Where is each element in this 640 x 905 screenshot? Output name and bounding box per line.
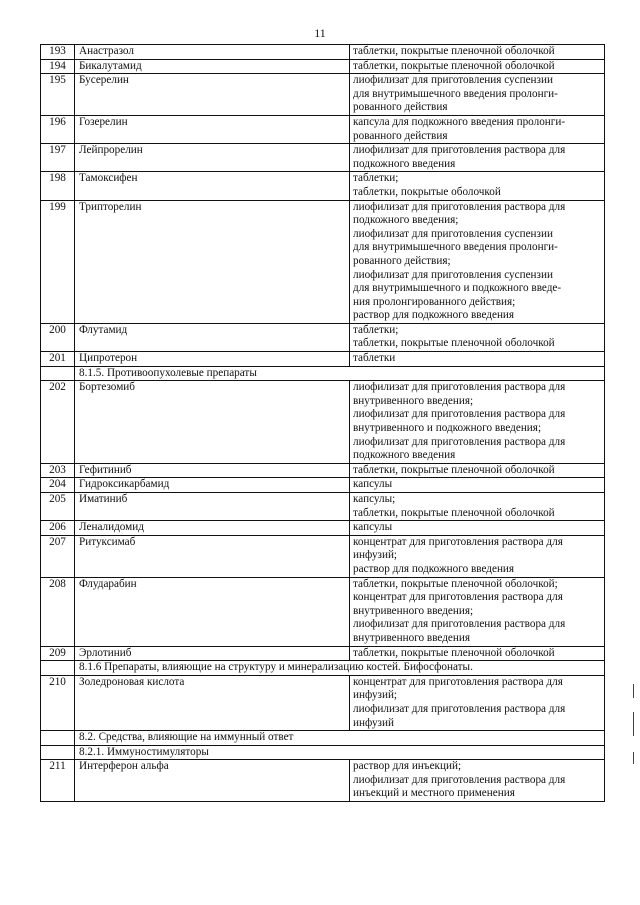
dosage-form-line: подкожного введения <box>353 157 456 170</box>
section-row <box>41 745 605 760</box>
dosage-form-line: внутривенного введения <box>353 631 471 644</box>
table-row <box>41 352 605 367</box>
section-heading: 8.2. Средства, влияющие на иммунный ответ <box>75 731 605 746</box>
dosage-form-line: инфузий; <box>353 689 398 702</box>
row-number: 203 <box>41 463 75 478</box>
row-number: 197 <box>41 144 75 172</box>
drug-name: Гефитиниб <box>75 463 350 478</box>
table-row <box>41 478 605 493</box>
dosage-form-line: инфузий <box>353 716 394 729</box>
dosage-form-line: лиофилизат для приготовления суспензии <box>353 268 553 281</box>
dosage-form <box>350 381 605 464</box>
dosage-form-line: внутривенного введения; <box>353 604 474 617</box>
dosage-form-line: лиофилизат для приготовления суспензии <box>353 74 553 87</box>
dosage-form-line: концентрат для приготовления раствора для <box>353 535 563 548</box>
table-row <box>41 59 605 74</box>
drug-table-body <box>41 45 605 802</box>
dosage-form <box>350 59 605 74</box>
drug-name: Бусерелин <box>75 74 350 116</box>
table-row <box>41 463 605 478</box>
section-number-cell <box>41 731 75 746</box>
drug-name: Интерферон альфа <box>75 760 350 802</box>
dosage-form-line: внутривенного и подкожного введения; <box>353 422 542 435</box>
row-number: 202 <box>41 381 75 464</box>
dosage-form-line: лиофилизат для приготовления раствора для <box>353 773 566 786</box>
dosage-form-line: для внутримышечного введения пролонги- <box>353 87 558 100</box>
dosage-form-line: для внутримышечного и подкожного введе- <box>353 282 562 295</box>
scan-edge-mark <box>633 712 634 736</box>
row-number: 201 <box>41 352 75 367</box>
table-row <box>41 646 605 661</box>
dosage-form-line: лиофилизат для приготовления раствора для <box>353 144 566 157</box>
drug-name: Лейпрорелин <box>75 144 350 172</box>
dosage-form <box>350 521 605 536</box>
dosage-form <box>350 493 605 521</box>
dosage-form <box>350 535 605 577</box>
dosage-form-line: таблетки <box>353 352 396 365</box>
dosage-form-line: подкожного введения <box>353 449 456 462</box>
dosage-form-line: рованного действия; <box>353 254 451 267</box>
dosage-form-line: концентрат для приготовления раствора для <box>353 675 563 688</box>
dosage-form <box>350 478 605 493</box>
dosage-form <box>350 172 605 200</box>
drug-name: Леналидомид <box>75 521 350 536</box>
section-row <box>41 661 605 676</box>
table-row <box>41 172 605 200</box>
row-number: 209 <box>41 646 75 661</box>
dosage-form <box>350 200 605 323</box>
dosage-form-line: подкожного введения; <box>353 214 459 227</box>
dosage-form-line: лиофилизат для приготовления раствора для <box>353 381 566 394</box>
drug-name: Бортезомиб <box>75 381 350 464</box>
drug-name: Бикалутамид <box>75 59 350 74</box>
dosage-form-line: таблетки, покрытые пленочной оболочкой; <box>353 577 558 590</box>
dosage-form <box>350 352 605 367</box>
row-number: 204 <box>41 478 75 493</box>
row-number: 198 <box>41 172 75 200</box>
dosage-form-line: таблетки, покрытые пленочной оболочкой <box>353 463 555 476</box>
drug-table <box>40 44 605 802</box>
dosage-form <box>350 45 605 60</box>
drug-name: Золедроновая кислота <box>75 675 350 730</box>
dosage-form-line: концентрат для приготовления раствора для <box>353 591 563 604</box>
dosage-form-line: лиофилизат для приготовления раствора для <box>353 435 566 448</box>
dosage-form-line: таблетки, покрытые пленочной оболочкой <box>353 59 555 72</box>
section-row <box>41 366 605 381</box>
dosage-form-line: для внутримышечного введения пролонги- <box>353 241 558 254</box>
dosage-form-line: рованного действия <box>353 101 448 114</box>
row-number: 199 <box>41 200 75 323</box>
dosage-form-line: таблетки; <box>353 172 399 185</box>
dosage-form-line: раствор для инъекций; <box>353 760 462 773</box>
dosage-form-line: таблетки, покрытые пленочной оболочкой <box>353 337 555 350</box>
dosage-form-line: лиофилизат для приготовления раствора для <box>353 200 566 213</box>
dosage-form <box>350 577 605 646</box>
table-row <box>41 74 605 116</box>
table-row <box>41 381 605 464</box>
table-row <box>41 200 605 323</box>
drug-name: Эрлотиниб <box>75 646 350 661</box>
table-row <box>41 115 605 143</box>
row-number: 195 <box>41 74 75 116</box>
section-number-cell <box>41 745 75 760</box>
drug-name: Трипторелин <box>75 200 350 323</box>
section-number-cell <box>41 661 75 676</box>
scan-edge-mark <box>633 752 634 764</box>
drug-name: Флударабин <box>75 577 350 646</box>
dosage-form-line: раствор для подкожного введения <box>353 562 515 575</box>
dosage-form-line: таблетки, покрытые пленочной оболочкой <box>353 646 555 659</box>
dosage-form-line: таблетки, покрытые пленочной оболочкой <box>353 45 555 57</box>
dosage-form-line: таблетки, покрытые оболочкой <box>353 185 501 198</box>
row-number: 207 <box>41 535 75 577</box>
row-number: 211 <box>41 760 75 802</box>
dosage-form <box>350 74 605 116</box>
dosage-form-line: инъекций и местного применения <box>353 787 515 800</box>
drug-name: Ритуксимаб <box>75 535 350 577</box>
row-number: 206 <box>41 521 75 536</box>
drug-name: Анастразол <box>75 45 350 60</box>
scan-edge-mark <box>633 684 634 698</box>
drug-name: Флутамид <box>75 323 350 351</box>
dosage-form-line: внутривенного введения; <box>353 394 474 407</box>
row-number: 196 <box>41 115 75 143</box>
page-number: 11 <box>314 26 326 40</box>
dosage-form-line: ния пролонгированного действия; <box>353 295 516 308</box>
row-number: 193 <box>41 45 75 60</box>
drug-name: Ципротерон <box>75 352 350 367</box>
dosage-form-line: таблетки; <box>353 323 399 336</box>
drug-name: Тамоксифен <box>75 172 350 200</box>
dosage-form-line: лиофилизат для приготовления раствора для <box>353 408 566 421</box>
dosage-form <box>350 323 605 351</box>
row-number: 200 <box>41 323 75 351</box>
table-row <box>41 760 605 802</box>
drug-name: Иматиниб <box>75 493 350 521</box>
dosage-form-line: капсулы; <box>353 493 396 505</box>
row-number: 210 <box>41 675 75 730</box>
section-row <box>41 731 605 746</box>
dosage-form <box>350 115 605 143</box>
dosage-form-line: капсула для подкожного введения пролонги- <box>353 115 566 128</box>
row-number: 205 <box>41 493 75 521</box>
dosage-form-line: лиофилизат для приготовления суспензии <box>353 227 553 240</box>
dosage-form <box>350 646 605 661</box>
dosage-form-line: капсулы <box>353 521 393 534</box>
dosage-form-line: рованного действия <box>353 129 448 142</box>
dosage-form-line: лиофилизат для приготовления раствора для <box>353 702 566 715</box>
table-row <box>41 323 605 351</box>
dosage-form <box>350 760 605 802</box>
dosage-form-line: таблетки, покрытые пленочной оболочкой <box>353 506 555 519</box>
dosage-form <box>350 675 605 730</box>
table-row <box>41 493 605 521</box>
drug-name: Гозерелин <box>75 115 350 143</box>
dosage-form <box>350 144 605 172</box>
dosage-form-line: инфузий; <box>353 549 398 562</box>
row-number: 208 <box>41 577 75 646</box>
row-number: 194 <box>41 59 75 74</box>
table-row <box>41 577 605 646</box>
dosage-form-line: раствор для подкожного введения <box>353 309 515 322</box>
table-row <box>41 675 605 730</box>
drug-name: Гидроксикарбамид <box>75 478 350 493</box>
table-row <box>41 535 605 577</box>
section-heading: 8.2.1. Иммуностимуляторы <box>75 745 605 760</box>
table-row <box>41 521 605 536</box>
section-heading: 8.1.5. Противоопухолевые препараты <box>75 366 605 381</box>
dosage-form-line: лиофилизат для приготовления раствора для <box>353 618 566 631</box>
table-row <box>41 144 605 172</box>
dosage-form <box>350 463 605 478</box>
section-heading: 8.1.6 Препараты, влияющие на структуру и минерализацию костей. Бифосфонаты. <box>75 661 605 676</box>
dosage-form-line: капсулы <box>353 478 393 491</box>
section-number-cell <box>41 366 75 381</box>
table-row <box>41 45 605 60</box>
